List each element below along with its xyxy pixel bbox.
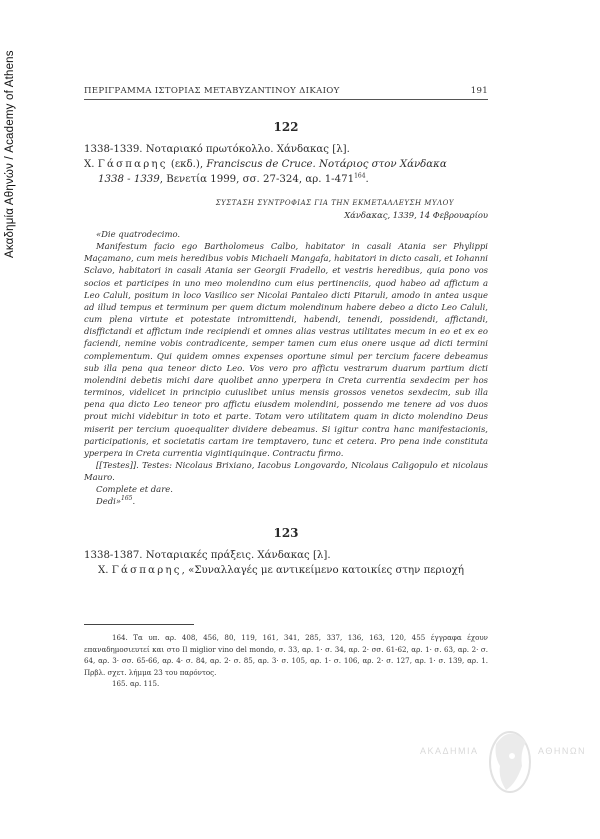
latin-dedi bbox=[84, 495, 488, 507]
entry-122-pub: , Βενετία 1999, σσ. 27-324, αρ. 1-471 bbox=[159, 174, 355, 185]
entry-123-line2 bbox=[84, 563, 488, 578]
latin-text bbox=[84, 228, 488, 508]
entry-122-book-title: Franciscus de Cruce. Νοτάριος στον Χάνδακα bbox=[206, 159, 447, 170]
entry-123-title: , «Συναλλαγές με αντικείμενο κατοικίες στην περιοχή bbox=[181, 564, 464, 576]
latin-intro: «Die quatrodecimo. bbox=[96, 229, 181, 239]
academy-side-label: Ακαδημία Αθηνών / Academy of Athens bbox=[4, 50, 16, 258]
header-title: ΠΕΡΙΓΡΑΜΜΑ ΙΣΤΟΡΙΑΣ ΜΕΤΑΒΥΖΑΝΤΙΝΟΥ ΔΙΚΑΙΟΥ bbox=[84, 86, 340, 96]
entry-123-number: 123 bbox=[273, 525, 299, 540]
page-number: 191 bbox=[470, 86, 488, 96]
entry-122-initial: Χ. bbox=[84, 159, 98, 170]
athena-head-icon bbox=[482, 722, 538, 798]
footnote-list bbox=[84, 632, 488, 690]
footnote-ref-164: 164 bbox=[354, 172, 366, 180]
latin-dedi-text: Dedi» bbox=[96, 496, 122, 507]
watermark-text-left: ΑΚΑΔΗΜΙΑ bbox=[420, 746, 479, 756]
latin-testes: [[Testes]]. Testes: Nicolaus Brixiano, Iacobus Longovardo, Nicolaus Caligopulo et nicolaus Mauro. bbox=[84, 459, 488, 483]
watermark-text-right: ΑΘΗΝΩΝ bbox=[538, 746, 587, 756]
latin-complete: Complete et dare. bbox=[96, 484, 173, 495]
entry-123-author: Γάσπαρης bbox=[111, 564, 182, 576]
entry-122-author: Γάσπαρης bbox=[97, 159, 168, 170]
entry-122-number: 122 bbox=[273, 120, 299, 134]
entry-123-line1: 1338-1387. Νοταριακές πράξεις. Χάνδακας [λ]. bbox=[84, 549, 331, 561]
document-heading: ΣΥΣΤΑΣΗ ΣΥΝΤΡΟΦΙΑΣ ΓΙΑ ΤΗΝ ΕΚΜΕΤΑΛΛΕΥΣΗ ΜΥΛΟΥ bbox=[215, 199, 454, 207]
footnote-164: 164. Τα υπ. αρ. 408, 456, 80, 119, 161, 341, 285, 337, 136, 163, 120, 455 έγγραφα έχουν επαναδημοσιευτεί και στο Il miglior vino del mondo, σ. 33, αρ. 1· σ. 34, αρ. 2· σσ. 61-62, αρ. 1· σ. 63, αρ. 2· σ. 64, αρ. 3· σσ. 65-66, αρ. 4· σ. 84, αρ. 2· σ. 85, αρ. 3· σ. 105, αρ. 1· σ. 106, αρ. 2· σ. 127, αρ. 1· σ. 139, αρ. 1. Πρβλ. σχετ. λήμμα 23 του παρόντος. bbox=[84, 633, 488, 677]
entry-122-line3-end: . bbox=[365, 174, 369, 185]
latin-dedi-end: . bbox=[132, 496, 136, 507]
footnote-ref-165: 165 bbox=[121, 495, 133, 503]
entry-122-line1: 1338-1339. Νοταριακό πρωτόκολλο. Χάνδακας [λ]. bbox=[84, 144, 350, 155]
academy-watermark bbox=[420, 722, 590, 802]
latin-body: Manifestum facio ego Bartholomeus Calbo, habitator in casali Atania ser Phylippi Maçamano, cum meis heredibus vobis Michaeli Mangafa, habitatori in dicto casali, et Iohanni Sclavo, habitatori in casali Atania ser Georgii Fradello, et vestris heredibus, quia pono vos socios et participes in uno meo molendino cum eius pertinenciis, quod habeo ad affictum a Leo Caluli, positum in loco Vasilico ser Nicolai Pantaleo dicti Pitaruli, amodo in antea usque ad illud tempus et terminum per quem dictum molendinum habere debeo a dicto Leo Caluli, cum plena virtute et potestate intromittendi, habendi, tenendi, possidendi, affictandi, disffictandi et affictum inde recipiendi et omnes alias vestras utilitates mecum in eo et ex eo faciendi, nemine vobis contradicente, semper tamen cum eius onere usque ad dicti termini complementum. Qui quidem omnes expenses oportune simul per tercium facere debeamus sub illa pena qua teneor dicto Leo. Vos vero pro affictu vestrarum duarum partium dicti molendini debetis michi dare quolibet anno yperpera in Creta currentia sexdecim per hos terminos, videlicet in principio cuiuslibet unius mensis grossos venetos sexdecim, sub illa pena qua dicto Leo teneor pro affictu eiusdem molendini, possendo me tenere ad vos duos prout michi videbitur in toto et parte. Totam vero utilitatem quam in dicto molendino Deus miserit per tercium quoequaliter dividere debeamus. Si igitur contra hanc manifestacionis, participationis, et societatis cartam ire temptavero, tunc et cetera. Pro pena inde constituta yperpera in Creta currentia vigintiquinque. Contractu firmo. bbox=[84, 241, 488, 458]
footnotes bbox=[84, 624, 488, 690]
entry-122-line2 bbox=[84, 157, 488, 172]
running-header bbox=[84, 86, 488, 100]
entry-123-initial: Χ. bbox=[98, 564, 112, 576]
page-content bbox=[84, 86, 488, 578]
place-date: Χάνδακας, 1339, 14 Φεβρουαρίου bbox=[344, 210, 488, 220]
footnote-165: 165. αρ. 115. bbox=[112, 679, 160, 689]
entry-122-edition: (εκδ.), bbox=[167, 159, 207, 170]
entry-122-line3 bbox=[84, 172, 488, 187]
entry-122-years: 1338 - 1339 bbox=[98, 174, 160, 185]
footnote-rule bbox=[84, 624, 194, 625]
